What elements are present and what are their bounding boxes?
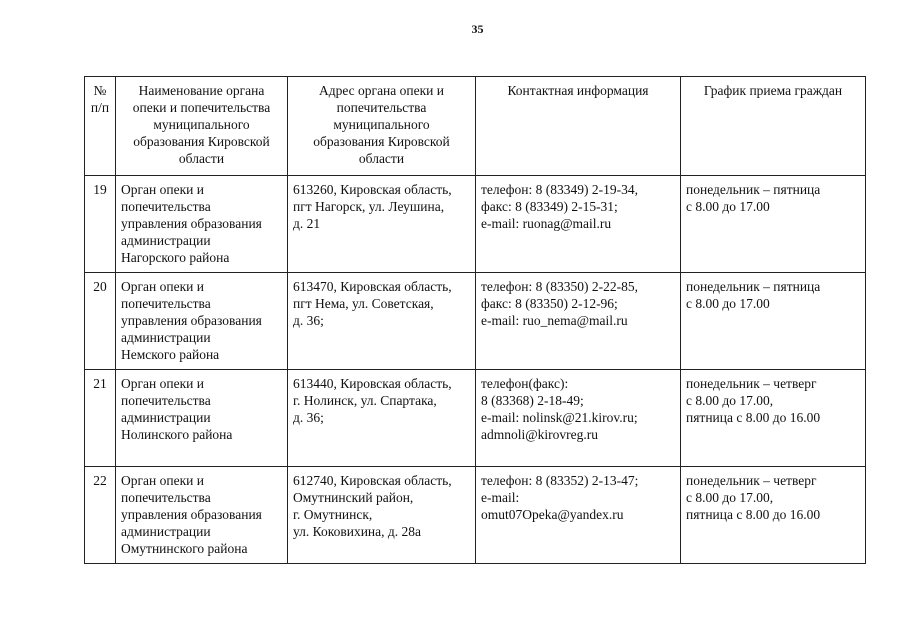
cell-line: e-mail: nolinsk@21.kirov.ru;	[481, 410, 638, 425]
schedule-cell	[681, 273, 866, 370]
cell-line: муниципального	[153, 117, 250, 132]
cell-line: ул. Коковихина, д. 28а	[293, 524, 421, 539]
row-number: 19	[85, 176, 116, 273]
cell-line: 8 (83368) 2-18-49;	[481, 393, 584, 408]
cell-line: e-mail: ruonag@mail.ru	[481, 216, 612, 231]
cell-line: Нолинского района	[121, 427, 233, 442]
authority-name-cell	[116, 273, 288, 370]
address-cell	[288, 176, 476, 273]
cell-line: д. 21	[293, 216, 321, 231]
table-row	[85, 273, 866, 370]
cell-line: Орган опеки и	[121, 376, 204, 391]
cell-line: График приема граждан	[703, 83, 843, 98]
cell-line: понедельник – четверг	[686, 473, 817, 488]
cell-line: попечительства	[121, 296, 211, 311]
cell-line: управления образования	[121, 507, 262, 522]
cell-line: г. Нолинск, ул. Спартака,	[293, 393, 437, 408]
cell-line: попечительства	[121, 199, 211, 214]
cell-line: муниципального	[333, 117, 430, 132]
cell-line: Немского района	[121, 347, 220, 362]
cell-line: с 8.00 до 17.00,	[686, 490, 774, 505]
contacts-cell	[476, 467, 681, 564]
cell-line: №	[93, 83, 107, 98]
cell-line: с 8.00 до 17.00,	[686, 393, 774, 408]
cell-line: Наименование органа	[138, 83, 265, 98]
row-number: 20	[85, 273, 116, 370]
cell-line: понедельник – пятница	[686, 182, 821, 197]
authority-name-cell	[116, 370, 288, 467]
authority-name-cell	[116, 467, 288, 564]
cell-line: с 8.00 до 17.00	[686, 199, 770, 214]
address-cell	[288, 467, 476, 564]
row-number: 21	[85, 370, 116, 467]
cell-line: д. 36;	[293, 410, 324, 425]
address-cell	[288, 273, 476, 370]
table-header-row	[85, 77, 866, 176]
cell-line: опеки и попечительства	[132, 100, 271, 115]
cell-line: Орган опеки и	[121, 182, 204, 197]
cell-line: факс: 8 (83349) 2-15-31;	[481, 199, 618, 214]
contacts-cell	[476, 176, 681, 273]
cell-line: понедельник – пятница	[686, 279, 821, 294]
cell-line: пятница с 8.00 до 16.00	[686, 507, 821, 522]
cell-line: телефон: 8 (83352) 2-13-47;	[481, 473, 639, 488]
header-address	[288, 77, 476, 176]
header-name	[116, 77, 288, 176]
cell-line: omut07Opeka@yandex.ru	[481, 507, 624, 522]
cell-line: факс: 8 (83350) 2-12-96;	[481, 296, 618, 311]
cell-line: управления образования	[121, 216, 262, 231]
cell-line: 613260, Кировская область,	[293, 182, 452, 197]
cell-line: области	[358, 151, 405, 166]
cell-line: телефон: 8 (83349) 2-19-34,	[481, 182, 638, 197]
cell-line: попечительства	[121, 490, 211, 505]
cell-line: e-mail: ruo_nema@mail.ru	[481, 313, 628, 328]
contacts-cell	[476, 370, 681, 467]
cell-line: понедельник – четверг	[686, 376, 817, 391]
schedule-cell	[681, 176, 866, 273]
table-row	[85, 370, 866, 467]
cell-line: admnoli@kirovreg.ru	[481, 427, 599, 442]
page-number: 35	[471, 22, 484, 36]
cell-line: администрации	[121, 330, 211, 345]
cell-line: с 8.00 до 17.00	[686, 296, 770, 311]
cell-line: области	[178, 151, 225, 166]
cell-line: телефон: 8 (83350) 2-22-85,	[481, 279, 638, 294]
cell-line: пгт Нагорск, ул. Леушина,	[293, 199, 445, 214]
table-row	[85, 176, 866, 273]
cell-line: администрации	[121, 410, 211, 425]
cell-line: 613470, Кировская область,	[293, 279, 452, 294]
cell-line: пгт Нема, ул. Советская,	[293, 296, 434, 311]
cell-line: 613440, Кировская область,	[293, 376, 452, 391]
table-row	[85, 467, 866, 564]
cell-line: Нагорского района	[121, 250, 230, 265]
cell-line: администрации	[121, 233, 211, 248]
cell-line: г. Омутнинск,	[293, 507, 373, 522]
schedule-cell	[681, 370, 866, 467]
guardianship-table	[84, 76, 866, 564]
address-cell	[288, 370, 476, 467]
cell-line: телефон(факс):	[481, 376, 569, 391]
cell-line: e-mail:	[481, 490, 520, 505]
cell-line: Орган опеки и	[121, 473, 204, 488]
contacts-cell	[476, 273, 681, 370]
row-number: 22	[85, 467, 116, 564]
cell-line: управления образования	[121, 313, 262, 328]
authority-name-cell	[116, 176, 288, 273]
cell-line: Омутнинский район,	[293, 490, 414, 505]
cell-line: Контактная информация	[507, 83, 649, 98]
header-schedule	[681, 77, 866, 176]
cell-line: п/п	[90, 100, 110, 115]
cell-line: образования Кировской	[133, 134, 270, 149]
header-num	[85, 77, 116, 176]
cell-line: попечительства	[336, 100, 427, 115]
cell-line: Адрес органа опеки и	[318, 83, 445, 98]
cell-line: 612740, Кировская область,	[293, 473, 452, 488]
cell-line: администрации	[121, 524, 211, 539]
cell-line: д. 36;	[293, 313, 324, 328]
cell-line: попечительства	[121, 393, 211, 408]
cell-line: Омутнинского района	[121, 541, 248, 556]
schedule-cell	[681, 467, 866, 564]
header-contacts	[476, 77, 681, 176]
cell-line: пятница с 8.00 до 16.00	[686, 410, 821, 425]
cell-line: Орган опеки и	[121, 279, 204, 294]
cell-line: образования Кировской	[313, 134, 450, 149]
